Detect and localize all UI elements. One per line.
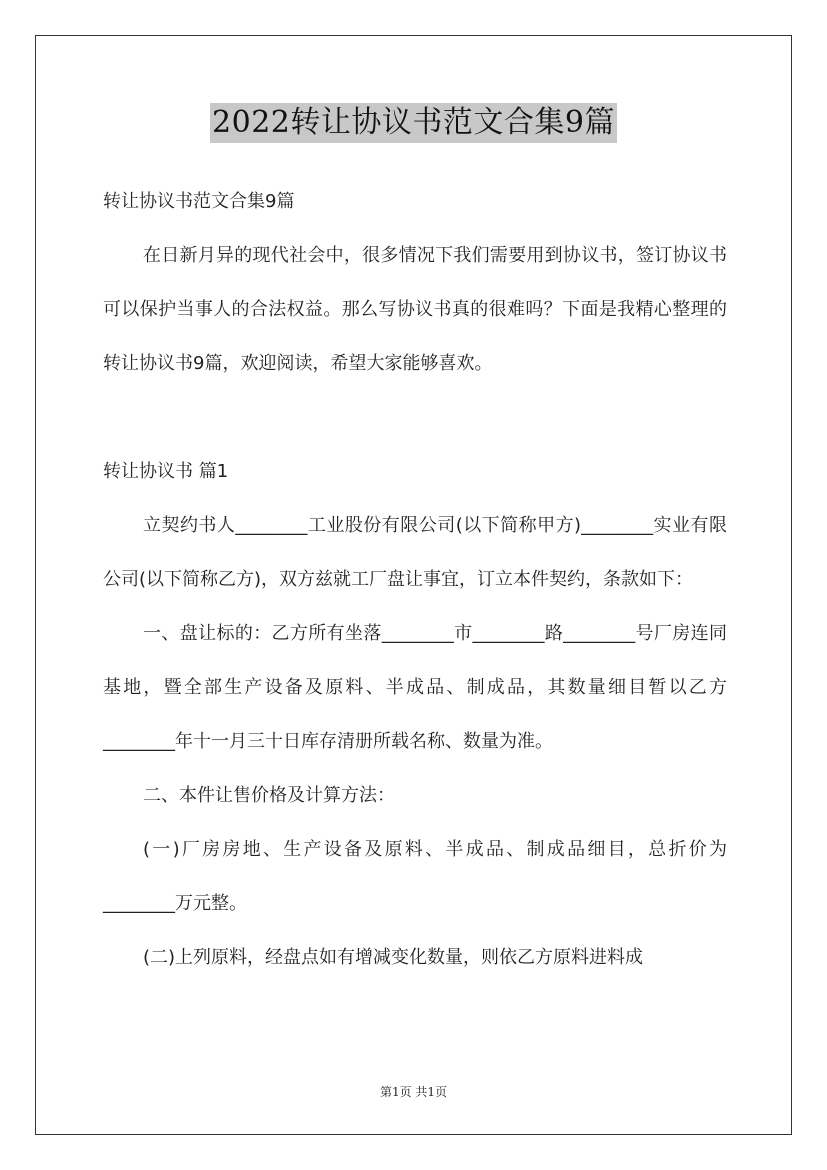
intro-paragraph: 在日新月异的现代社会中，很多情况下我们需要用到协议书，签订协议书可以保护当事人的合法权益。那么写协议书真的很难吗？下面是我精心整理的转让协议书9篇，欢迎阅读，希望大家能够喜欢。 — [103, 245, 727, 374]
document-body — [103, 175, 727, 985]
paragraph-spacer — [103, 391, 727, 445]
document-subtitle: 转让协议书范文合集9篇 — [103, 191, 295, 212]
contract-paragraph: 立契约书人________工业股份有限公司(以下简称甲方)________实业有限公司(以下简称乙方)，双方兹就工厂盘让事宜，订立本件契约，条款如下： — [103, 515, 727, 590]
contract-paragraph: 一、盘让标的：乙方所有坐落________市________路________号厂房连同基地，暨全部生产设备及原料、半成品、制成品，其数量细目暂以乙方________年十一月三十日库存清册所载名称、数量为准。 — [103, 623, 727, 752]
page-number: 第1页 共1页 — [379, 1085, 448, 1099]
section-heading: 转让协议书 篇1 — [103, 461, 229, 482]
contract-paragraph: 二、本件让售价格及计算方法： — [143, 785, 395, 806]
contract-paragraph: (二)上列原料，经盘点如有增减变化数量，则依乙方原料进料成 — [143, 947, 644, 968]
title-container — [0, 103, 827, 143]
contract-paragraph: (一)厂房房地、生产设备及原料、半成品、制成品细目，总折价为________万元整。 — [103, 839, 727, 914]
page-footer — [0, 1083, 827, 1100]
document-title: 2022转让协议书范文合集9篇 — [210, 103, 617, 143]
